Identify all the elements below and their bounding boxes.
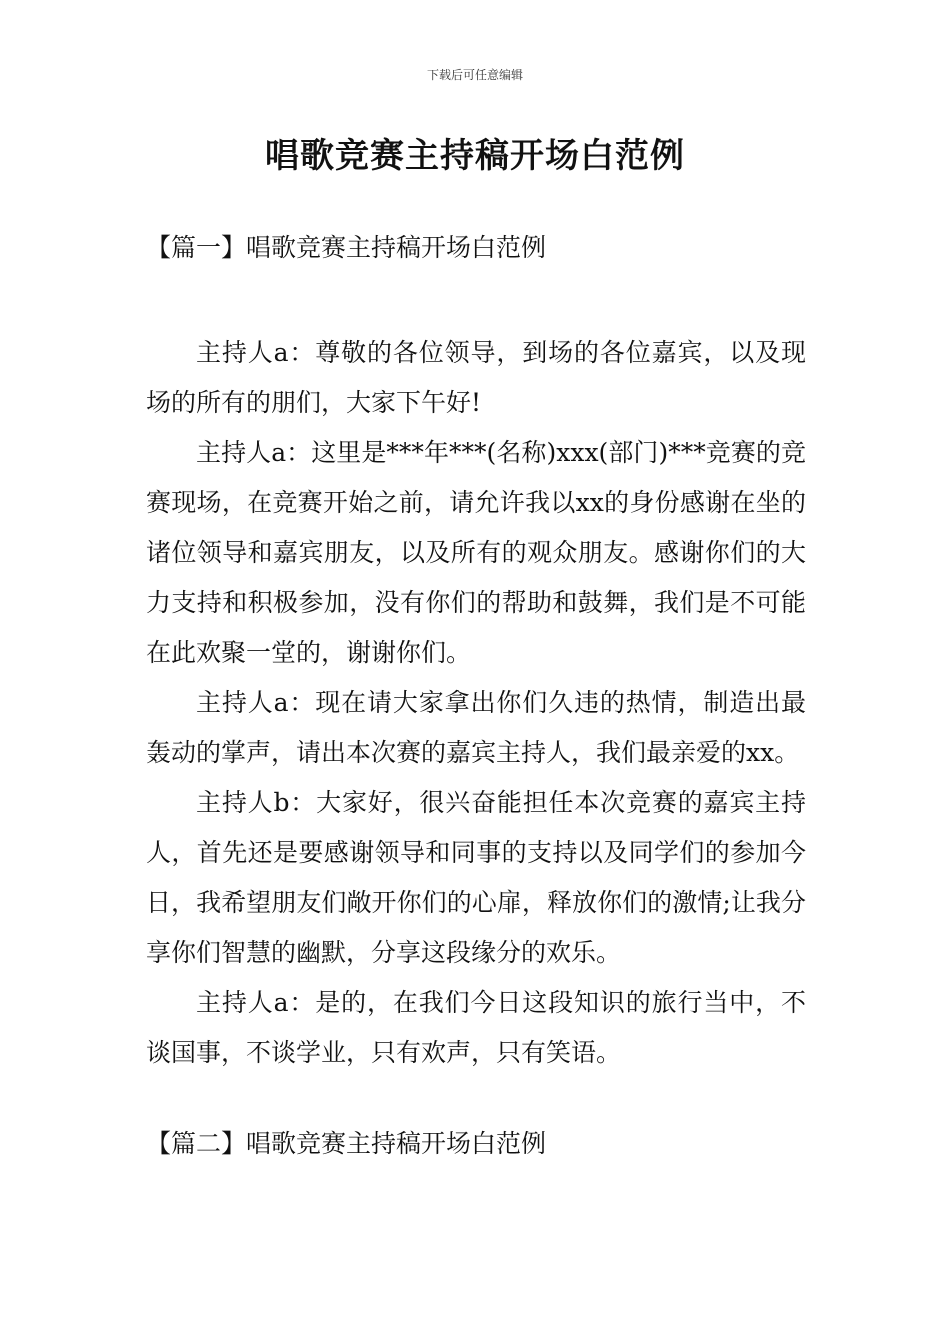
header-note: 下载后可任意编辑 — [426, 68, 523, 82]
paragraph-3: 主持人a：现在请大家拿出你们久违的热情，制造出最轰动的掌声，请出本次赛的嘉宾主持人，我们最亲爱的xx。 — [146, 688, 806, 767]
paragraph-1: 主持人a：尊敬的各位领导，到场的各位嘉宾，以及现场的所有的朋们，大家下午好! — [146, 338, 806, 417]
page-title: 唱歌竞赛主持稿开场白范例 — [265, 136, 685, 176]
paragraph-5: 主持人a：是的，在我们今日这段知识的旅行当中，不谈国事，不谈学业，只有欢声，只有笑语。 — [146, 988, 806, 1067]
section-heading-2: 【篇二】唱歌竞赛主持稿开场白范例 — [146, 1129, 547, 1158]
section-heading-1: 【篇一】唱歌竞赛主持稿开场白范例 — [146, 233, 547, 262]
paragraph-4: 主持人b：大家好，很兴奋能担任本次竞赛的嘉宾主持人，首先还是要感谢领导和同事的支持以及同学们的参加今日，我希望朋友们敞开你们的心扉，释放你们的激情;让我分享你们智慧的幽默，分享这段缘分的欢乐。 — [146, 788, 806, 967]
paragraph-2: 主持人a：这里是***年***(名称)xxx(部门)***竞赛的竞赛现场，在竞赛开始之前，请允许我以xx的身份感谢在坐的诸位领导和嘉宾朋友，以及所有的观众朋友。感谢你们的大力支持和积极参加，没有你们的帮助和鼓舞，我们是不可能在此欢聚一堂的，谢谢你们。 — [146, 438, 806, 667]
body-text — [146, 328, 806, 1078]
